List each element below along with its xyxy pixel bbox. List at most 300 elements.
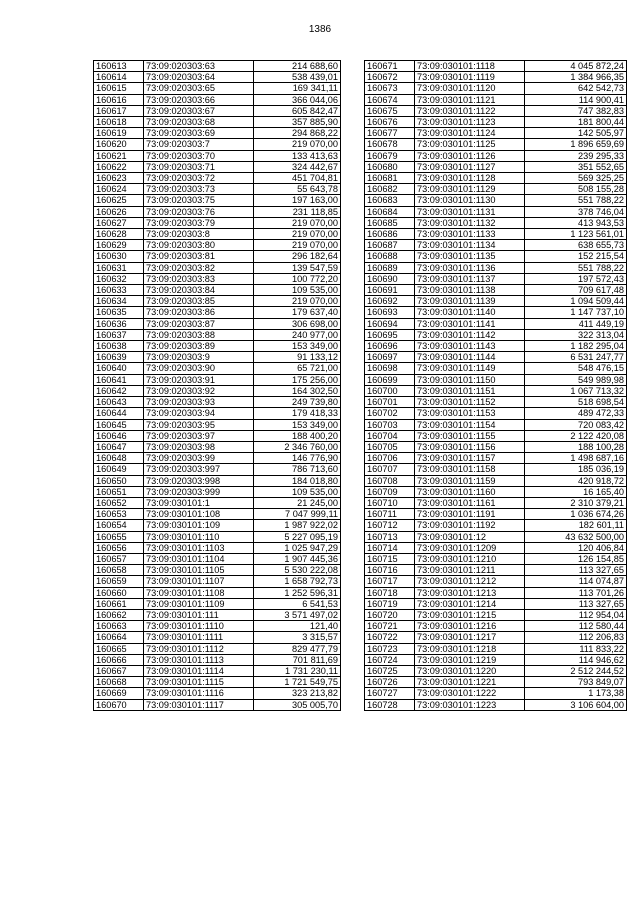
cadastral-value-cell: 121,40 <box>254 621 341 632</box>
cadastral-value-cell: 420 918,72 <box>525 475 627 486</box>
cadastral-number-cell: 73:09:030101:12 <box>415 531 525 542</box>
row-number-cell: 160714 <box>365 542 415 553</box>
row-number-cell: 160629 <box>94 240 144 251</box>
cadastral-value-cell: 5 530 222,08 <box>254 565 341 576</box>
table-row <box>365 374 627 385</box>
row-number-cell: 160681 <box>365 173 415 184</box>
cadastral-value-cell: 169 341,11 <box>254 83 341 94</box>
row-number-cell: 160649 <box>94 464 144 475</box>
table-row <box>365 677 627 688</box>
row-number-cell: 160665 <box>94 643 144 654</box>
table-row <box>365 240 627 251</box>
row-number-cell: 160694 <box>365 318 415 329</box>
cadastral-value-cell: 219 070,00 <box>254 217 341 228</box>
row-number-cell: 160623 <box>94 173 144 184</box>
cadastral-number-cell: 73:09:030101:1129 <box>415 184 525 195</box>
cadastral-number-cell: 73:09:020303:7 <box>144 139 254 150</box>
cadastral-number-cell: 73:09:030101:108 <box>144 509 254 520</box>
table-row <box>94 654 341 665</box>
row-number-cell: 160667 <box>94 665 144 676</box>
cadastral-number-cell: 73:09:030101:1192 <box>415 520 525 531</box>
right-register-table <box>364 60 627 711</box>
row-number-cell: 160692 <box>365 296 415 307</box>
table-row <box>365 184 627 195</box>
cadastral-value-cell: 2 310 379,21 <box>525 497 627 508</box>
table-row <box>94 173 341 184</box>
cadastral-number-cell: 73:09:030101:1222 <box>415 688 525 699</box>
row-number-cell: 160707 <box>365 464 415 475</box>
cadastral-value-cell: 324 442,67 <box>254 161 341 172</box>
cadastral-number-cell: 73:09:020303:998 <box>144 475 254 486</box>
row-number-cell: 160710 <box>365 497 415 508</box>
table-row <box>365 598 627 609</box>
table-row <box>94 397 341 408</box>
table-row <box>365 83 627 94</box>
table-row <box>94 531 341 542</box>
cadastral-value-cell: 1 147 737,10 <box>525 307 627 318</box>
cadastral-value-cell: 43 632 500,00 <box>525 531 627 542</box>
row-number-cell: 160673 <box>365 83 415 94</box>
row-number-cell: 160716 <box>365 565 415 576</box>
row-number-cell: 160630 <box>94 251 144 262</box>
table-row <box>94 688 341 699</box>
cadastral-value-cell: 249 739,80 <box>254 397 341 408</box>
table-row <box>365 408 627 419</box>
cadastral-value-cell: 197 572,43 <box>525 273 627 284</box>
cadastral-number-cell: 73:09:030101:1111 <box>144 632 254 643</box>
cadastral-number-cell: 73:09:030101:1209 <box>415 542 525 553</box>
cadastral-number-cell: 73:09:030101:1138 <box>415 285 525 296</box>
row-number-cell: 160668 <box>94 677 144 688</box>
row-number-cell: 160680 <box>365 161 415 172</box>
row-number-cell: 160660 <box>94 587 144 598</box>
table-row <box>94 72 341 83</box>
table-row <box>94 61 341 72</box>
row-number-cell: 160647 <box>94 441 144 452</box>
table-row <box>365 430 627 441</box>
table-row <box>365 665 627 676</box>
cadastral-number-cell: 73:09:030101:1143 <box>415 341 525 352</box>
row-number-cell: 160676 <box>365 117 415 128</box>
cadastral-number-cell: 73:09:030101:1130 <box>415 195 525 206</box>
row-number-cell: 160672 <box>365 72 415 83</box>
cadastral-value-cell: 2 512 244,52 <box>525 665 627 676</box>
cadastral-value-cell: 65 721,00 <box>254 363 341 374</box>
cadastral-value-cell: 551 788,22 <box>525 262 627 273</box>
row-number-cell: 160639 <box>94 352 144 363</box>
row-number-cell: 160671 <box>365 61 415 72</box>
table-row <box>365 206 627 217</box>
table-row <box>94 587 341 598</box>
cadastral-value-cell: 549 989,98 <box>525 374 627 385</box>
table-row <box>94 464 341 475</box>
cadastral-value-cell: 747 382,83 <box>525 105 627 116</box>
row-number-cell: 160727 <box>365 688 415 699</box>
cadastral-number-cell: 73:09:020303:89 <box>144 341 254 352</box>
table-row <box>94 105 341 116</box>
row-number-cell: 160617 <box>94 105 144 116</box>
cadastral-number-cell: 73:09:030101:1114 <box>144 665 254 676</box>
cadastral-number-cell: 73:09:030101:110 <box>144 531 254 542</box>
table-row <box>365 217 627 228</box>
table-row <box>94 643 341 654</box>
table-row <box>365 273 627 284</box>
cadastral-number-cell: 73:09:020303:93 <box>144 397 254 408</box>
cadastral-number-cell: 73:09:020303:75 <box>144 195 254 206</box>
row-number-cell: 160686 <box>365 229 415 240</box>
cadastral-value-cell: 7 047 999,11 <box>254 509 341 520</box>
cadastral-value-cell: 378 746,04 <box>525 206 627 217</box>
row-number-cell: 160643 <box>94 397 144 408</box>
row-number-cell: 160679 <box>365 150 415 161</box>
row-number-cell: 160654 <box>94 520 144 531</box>
table-row <box>365 609 627 620</box>
cadastral-value-cell: 197 163,00 <box>254 195 341 206</box>
cadastral-number-cell: 73:09:030101:1120 <box>415 83 525 94</box>
cadastral-value-cell: 219 070,00 <box>254 296 341 307</box>
cadastral-value-cell: 188 400,20 <box>254 430 341 441</box>
row-number-cell: 160652 <box>94 497 144 508</box>
cadastral-number-cell: 73:09:020303:87 <box>144 318 254 329</box>
cadastral-number-cell: 73:09:020303:82 <box>144 262 254 273</box>
table-row <box>365 553 627 564</box>
cadastral-number-cell: 73:09:030101:1223 <box>415 699 525 710</box>
cadastral-value-cell: 146 776,90 <box>254 453 341 464</box>
row-number-cell: 160664 <box>94 632 144 643</box>
cadastral-number-cell: 73:09:030101:1160 <box>415 486 525 497</box>
cadastral-number-cell: 73:09:020303:95 <box>144 419 254 430</box>
cadastral-value-cell: 323 213,82 <box>254 688 341 699</box>
table-row <box>365 329 627 340</box>
cadastral-number-cell: 73:09:020303:90 <box>144 363 254 374</box>
cadastral-value-cell: 720 083,42 <box>525 419 627 430</box>
cadastral-number-cell: 73:09:030101:1126 <box>415 150 525 161</box>
cadastral-value-cell: 1 123 561,01 <box>525 229 627 240</box>
row-number-cell: 160613 <box>94 61 144 72</box>
cadastral-number-cell: 73:09:020303:8 <box>144 229 254 240</box>
cadastral-number-cell: 73:09:030101:1191 <box>415 509 525 520</box>
cadastral-number-cell: 73:09:030101:1220 <box>415 665 525 676</box>
table-row <box>94 520 341 531</box>
table-row <box>365 105 627 116</box>
cadastral-value-cell: 112 206,83 <box>525 632 627 643</box>
row-number-cell: 160726 <box>365 677 415 688</box>
row-number-cell: 160628 <box>94 229 144 240</box>
cadastral-number-cell: 73:09:030101:1131 <box>415 206 525 217</box>
cadastral-value-cell: 182 601,11 <box>525 520 627 531</box>
row-number-cell: 160675 <box>365 105 415 116</box>
table-row <box>94 150 341 161</box>
cadastral-value-cell: 551 788,22 <box>525 195 627 206</box>
table-row <box>365 251 627 262</box>
row-number-cell: 160662 <box>94 609 144 620</box>
left-register-table <box>93 60 341 711</box>
table-row <box>94 206 341 217</box>
table-row <box>365 464 627 475</box>
cadastral-number-cell: 73:09:030101:1118 <box>415 61 525 72</box>
cadastral-value-cell: 322 313,04 <box>525 329 627 340</box>
table-row <box>365 150 627 161</box>
table-row <box>94 576 341 587</box>
cadastral-number-cell: 73:09:020303:72 <box>144 173 254 184</box>
cadastral-number-cell: 73:09:030101:1219 <box>415 654 525 665</box>
cadastral-value-cell: 3 106 604,00 <box>525 699 627 710</box>
table-row <box>365 587 627 598</box>
cadastral-number-cell: 73:09:030101:1121 <box>415 94 525 105</box>
cadastral-number-cell: 73:09:020303:80 <box>144 240 254 251</box>
table-row <box>94 677 341 688</box>
row-number-cell: 160625 <box>94 195 144 206</box>
table-row <box>94 94 341 105</box>
cadastral-value-cell: 55 643,78 <box>254 184 341 195</box>
table-row <box>94 609 341 620</box>
cadastral-value-cell: 1 896 659,69 <box>525 139 627 150</box>
cadastral-value-cell: 508 155,28 <box>525 184 627 195</box>
cadastral-value-cell: 179 418,33 <box>254 408 341 419</box>
cadastral-value-cell: 1 182 295,04 <box>525 341 627 352</box>
cadastral-value-cell: 489 472,33 <box>525 408 627 419</box>
row-number-cell: 160632 <box>94 273 144 284</box>
cadastral-value-cell: 793 849,07 <box>525 677 627 688</box>
cadastral-value-cell: 114 946,62 <box>525 654 627 665</box>
row-number-cell: 160712 <box>365 520 415 531</box>
right-table-body <box>365 61 627 711</box>
cadastral-value-cell: 231 118,85 <box>254 206 341 217</box>
table-row <box>365 688 627 699</box>
table-row <box>94 240 341 251</box>
cadastral-number-cell: 73:09:030101:1152 <box>415 397 525 408</box>
cadastral-number-cell: 73:09:030101:111 <box>144 609 254 620</box>
cadastral-value-cell: 1 025 947,29 <box>254 542 341 553</box>
table-row <box>365 643 627 654</box>
row-number-cell: 160682 <box>365 184 415 195</box>
row-number-cell: 160695 <box>365 329 415 340</box>
row-number-cell: 160684 <box>365 206 415 217</box>
cadastral-number-cell: 73:09:020303:68 <box>144 117 254 128</box>
table-row <box>94 195 341 206</box>
cadastral-number-cell: 73:09:030101:1113 <box>144 654 254 665</box>
table-row <box>94 217 341 228</box>
row-number-cell: 160688 <box>365 251 415 262</box>
table-row <box>365 475 627 486</box>
row-number-cell: 160700 <box>365 385 415 396</box>
cadastral-value-cell: 451 704,81 <box>254 173 341 184</box>
cadastral-value-cell: 139 547,59 <box>254 262 341 273</box>
cadastral-value-cell: 1 252 596,31 <box>254 587 341 598</box>
cadastral-value-cell: 219 070,00 <box>254 139 341 150</box>
row-number-cell: 160701 <box>365 397 415 408</box>
cadastral-value-cell: 1 721 549,75 <box>254 677 341 688</box>
table-row <box>365 486 627 497</box>
cadastral-number-cell: 73:09:030101:1 <box>144 497 254 508</box>
cadastral-number-cell: 73:09:030101:1150 <box>415 374 525 385</box>
cadastral-value-cell: 184 018,80 <box>254 475 341 486</box>
cadastral-number-cell: 73:09:030101:1153 <box>415 408 525 419</box>
row-number-cell: 160661 <box>94 598 144 609</box>
cadastral-value-cell: 642 542,73 <box>525 83 627 94</box>
cadastral-number-cell: 73:09:030101:1134 <box>415 240 525 251</box>
row-number-cell: 160702 <box>365 408 415 419</box>
table-row <box>365 654 627 665</box>
table-row <box>94 542 341 553</box>
cadastral-value-cell: 5 227 095,19 <box>254 531 341 542</box>
table-row <box>365 195 627 206</box>
cadastral-value-cell: 214 688,60 <box>254 61 341 72</box>
table-row <box>365 565 627 576</box>
cadastral-value-cell: 548 476,15 <box>525 363 627 374</box>
row-number-cell: 160622 <box>94 161 144 172</box>
table-row <box>94 632 341 643</box>
row-number-cell: 160697 <box>365 352 415 363</box>
cadastral-value-cell: 181 800,44 <box>525 117 627 128</box>
cadastral-value-cell: 411 449,19 <box>525 318 627 329</box>
cadastral-value-cell: 709 617,48 <box>525 285 627 296</box>
table-row <box>94 307 341 318</box>
table-row <box>94 430 341 441</box>
cadastral-value-cell: 1 067 713,32 <box>525 385 627 396</box>
table-row <box>94 229 341 240</box>
cadastral-number-cell: 73:09:020303:63 <box>144 61 254 72</box>
cadastral-number-cell: 73:09:030101:1124 <box>415 128 525 139</box>
cadastral-number-cell: 73:09:020303:999 <box>144 486 254 497</box>
cadastral-value-cell: 2 122 420,08 <box>525 430 627 441</box>
cadastral-value-cell: 109 535,00 <box>254 285 341 296</box>
row-number-cell: 160616 <box>94 94 144 105</box>
cadastral-number-cell: 73:09:020303:64 <box>144 72 254 83</box>
table-row <box>94 363 341 374</box>
cadastral-value-cell: 351 552,65 <box>525 161 627 172</box>
row-number-cell: 160633 <box>94 285 144 296</box>
row-number-cell: 160687 <box>365 240 415 251</box>
table-row <box>365 128 627 139</box>
cadastral-value-cell: 1 731 230,11 <box>254 665 341 676</box>
row-number-cell: 160711 <box>365 509 415 520</box>
cadastral-number-cell: 73:09:030101:1210 <box>415 553 525 564</box>
cadastral-value-cell: 1 384 966,35 <box>525 72 627 83</box>
cadastral-number-cell: 73:09:020303:94 <box>144 408 254 419</box>
cadastral-number-cell: 73:09:030101:1221 <box>415 677 525 688</box>
row-number-cell: 160663 <box>94 621 144 632</box>
row-number-cell: 160659 <box>94 576 144 587</box>
cadastral-value-cell: 605 842,47 <box>254 105 341 116</box>
cadastral-number-cell: 73:09:030101:1141 <box>415 318 525 329</box>
cadastral-number-cell: 73:09:020303:69 <box>144 128 254 139</box>
cadastral-number-cell: 73:09:030101:1110 <box>144 621 254 632</box>
row-number-cell: 160627 <box>94 217 144 228</box>
row-number-cell: 160709 <box>365 486 415 497</box>
cadastral-number-cell: 73:09:020303:9 <box>144 352 254 363</box>
table-row <box>94 486 341 497</box>
cadastral-value-cell: 111 833,22 <box>525 643 627 654</box>
row-number-cell: 160658 <box>94 565 144 576</box>
table-row <box>94 251 341 262</box>
cadastral-number-cell: 73:09:030101:1149 <box>415 363 525 374</box>
table-row <box>365 318 627 329</box>
table-row <box>94 497 341 508</box>
table-row <box>94 374 341 385</box>
cadastral-number-cell: 73:09:020303:71 <box>144 161 254 172</box>
table-row <box>365 341 627 352</box>
row-number-cell: 160724 <box>365 654 415 665</box>
table-row <box>365 139 627 150</box>
row-number-cell: 160636 <box>94 318 144 329</box>
table-row <box>365 453 627 464</box>
cadastral-value-cell: 1 907 445,36 <box>254 553 341 564</box>
cadastral-value-cell: 100 772,20 <box>254 273 341 284</box>
cadastral-value-cell: 219 070,00 <box>254 229 341 240</box>
cadastral-number-cell: 73:09:030101:1135 <box>415 251 525 262</box>
row-number-cell: 160691 <box>365 285 415 296</box>
cadastral-value-cell: 185 036,19 <box>525 464 627 475</box>
cadastral-value-cell: 638 655,73 <box>525 240 627 251</box>
cadastral-value-cell: 179 637,40 <box>254 307 341 318</box>
cadastral-value-cell: 296 182,64 <box>254 251 341 262</box>
cadastral-value-cell: 413 943,53 <box>525 217 627 228</box>
row-number-cell: 160721 <box>365 621 415 632</box>
cadastral-number-cell: 73:09:030101:1105 <box>144 565 254 576</box>
table-row <box>365 441 627 452</box>
cadastral-number-cell: 73:09:030101:1112 <box>144 643 254 654</box>
cadastral-number-cell: 73:09:020303:70 <box>144 150 254 161</box>
cadastral-number-cell: 73:09:020303:88 <box>144 329 254 340</box>
table-row <box>94 665 341 676</box>
cadastral-value-cell: 109 535,00 <box>254 486 341 497</box>
row-number-cell: 160699 <box>365 374 415 385</box>
table-row <box>94 273 341 284</box>
cadastral-value-cell: 113 701,26 <box>525 587 627 598</box>
table-row <box>365 161 627 172</box>
table-row <box>365 699 627 710</box>
row-number-cell: 160626 <box>94 206 144 217</box>
cadastral-number-cell: 73:09:030101:1212 <box>415 576 525 587</box>
cadastral-number-cell: 73:09:020303:67 <box>144 105 254 116</box>
row-number-cell: 160631 <box>94 262 144 273</box>
cadastral-number-cell: 73:09:030101:1211 <box>415 565 525 576</box>
cadastral-number-cell: 73:09:030101:1158 <box>415 464 525 475</box>
cadastral-number-cell: 73:09:020303:99 <box>144 453 254 464</box>
table-row <box>365 520 627 531</box>
cadastral-value-cell: 1 498 687,16 <box>525 453 627 464</box>
table-row <box>94 117 341 128</box>
row-number-cell: 160651 <box>94 486 144 497</box>
cadastral-value-cell: 16 165,40 <box>525 486 627 497</box>
table-row <box>365 61 627 72</box>
table-row <box>94 128 341 139</box>
row-number-cell: 160720 <box>365 609 415 620</box>
cadastral-number-cell: 73:09:030101:1116 <box>144 688 254 699</box>
cadastral-number-cell: 73:09:020303:73 <box>144 184 254 195</box>
row-number-cell: 160666 <box>94 654 144 665</box>
row-number-cell: 160705 <box>365 441 415 452</box>
row-number-cell: 160674 <box>365 94 415 105</box>
row-number-cell: 160698 <box>365 363 415 374</box>
cadastral-value-cell: 6 541,53 <box>254 598 341 609</box>
cadastral-value-cell: 142 505,97 <box>525 128 627 139</box>
row-number-cell: 160670 <box>94 699 144 710</box>
cadastral-number-cell: 73:09:030101:1216 <box>415 621 525 632</box>
row-number-cell: 160621 <box>94 150 144 161</box>
table-row <box>94 621 341 632</box>
cadastral-value-cell: 306 698,00 <box>254 318 341 329</box>
table-row <box>365 632 627 643</box>
table-row <box>365 229 627 240</box>
cadastral-number-cell: 73:09:020303:91 <box>144 374 254 385</box>
cadastral-value-cell: 366 044,06 <box>254 94 341 105</box>
row-number-cell: 160677 <box>365 128 415 139</box>
row-number-cell: 160644 <box>94 408 144 419</box>
table-row <box>94 419 341 430</box>
table-row <box>365 363 627 374</box>
